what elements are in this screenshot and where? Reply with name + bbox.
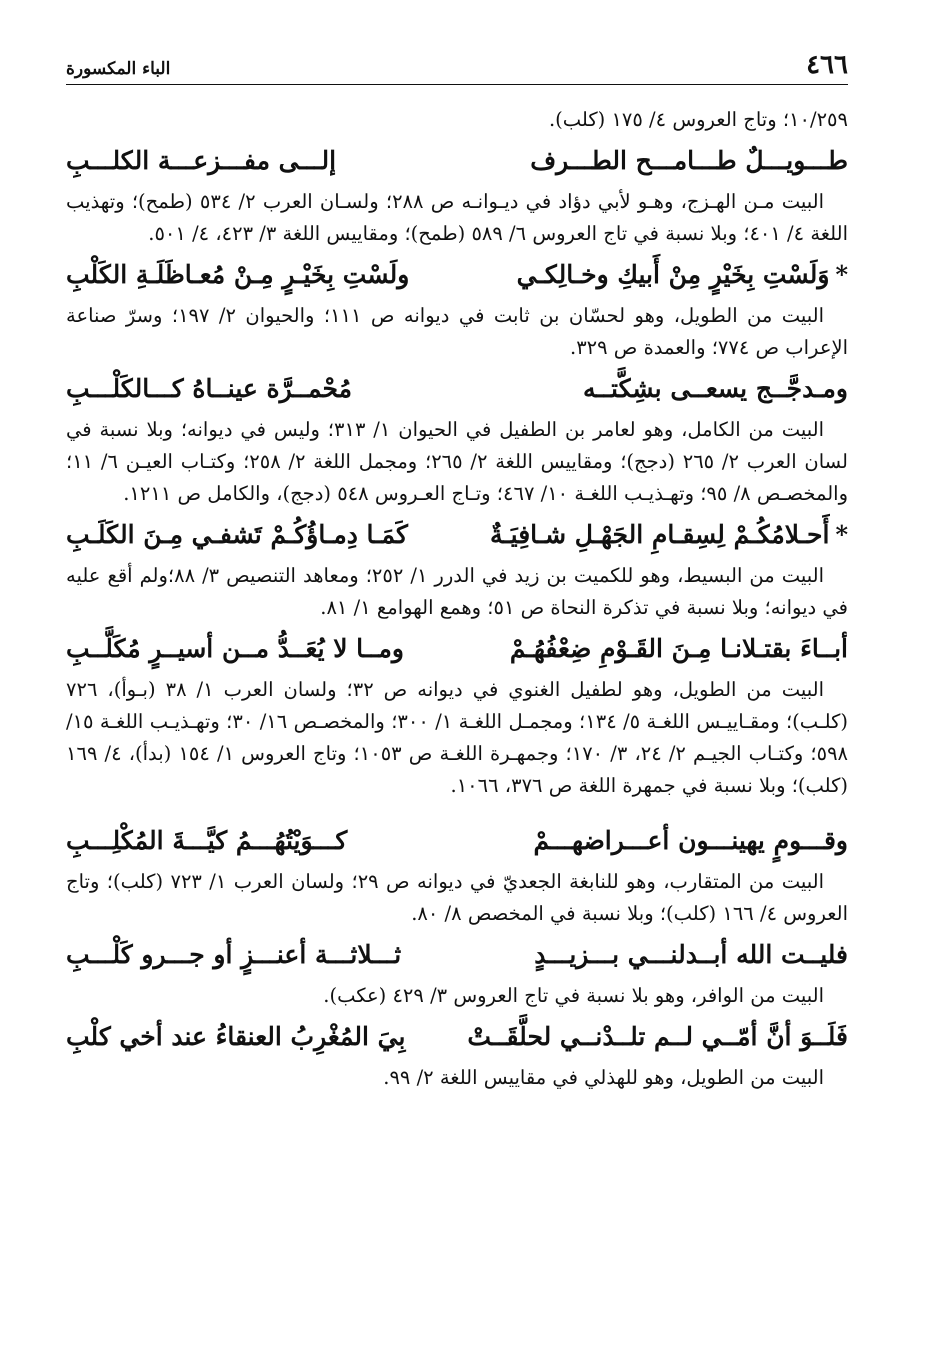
verse-first-text: أبــاءَ بقتـلانـا مِـنَ القَـوْمِ ضِعْفُهُـمْ (509, 634, 848, 663)
commentary-line: ٣/ ٤٢٣، ٤/ ٥٠١. (148, 222, 277, 245)
verse-first-text: فليــت الله أبــدلنـــي بـــزيـــدٍ (534, 940, 848, 969)
commentary-line: البيت من الطويل، وهو لطفيل الغنوي في ديوانه ص ٣٢؛ ولسان العرب ١/ ٣٨ (165, 678, 825, 701)
commentary-line: (كلب)؛ وتاج العروس ٤/ ١٦٦ (كلب)؛ وبلا نسبة في المخصص ٨/ ٨٠. (66, 870, 848, 925)
commentary-line: البيت من الوافر، وهو بلا نسبة في تاج العروس ٣/ ٤٢٩ (عكب). (323, 984, 824, 1007)
verse-second-hemistich: كـــوَيْتُهُـــمُ كيَّـــةَ المُكْلِـــبِ (66, 826, 348, 855)
commentary-line: البيت من المتقارب، وهو للنابغة الجعديّ في ديوانه ص ٢٩؛ ولسان العرب ١/ ٧٢٣ (170, 870, 824, 893)
verse-commentary (66, 866, 848, 930)
verse-first-hemistich (534, 930, 848, 980)
asterisk-icon: * (835, 260, 848, 289)
commentary-line: (بـوأ)، ٧٢٦ (كلـب)؛ ومقـاييـس اللغـة ٥/ ١٣٤؛ ومجمـل اللغـة ١/ ٣٠٠؛ والمخصـص (66, 678, 848, 733)
commentary-line: ص ١٠٥٣؛ وتاج العروس ١/ ١٥٤ (بدأ)، ٤/ ١٦٩ (كلب)؛ وبلا نسبة في جمهرة اللغة (66, 742, 848, 797)
verse-commentary (66, 186, 848, 250)
commentary-line: وسرّ صناعة الإعراب ص ٧٧٤؛ والعمدة ص ٣٢٩. (66, 304, 848, 359)
verse-commentary (66, 300, 848, 364)
verse-second-hemistich: إلـــى مفـــزعـــة الكلـــبِ (66, 146, 337, 175)
verse-second-hemistich: بِيَ المُغْرِبُ العنقاءُ عند أخي كلْبِ (66, 1022, 406, 1051)
page-number: ٤٦٦ (806, 50, 848, 80)
verse-commentary (66, 980, 848, 1012)
commentary-line: (طمح)؛ وتهذيب اللغة ٤/ ٤٠١؛ وبلا نسبة في تاج العروس ٦/ ٥٨٩ (طمح)؛ ومقاييس اللغة (66, 190, 848, 245)
verse-second-hemistich: ولَسْتِ بِخَيْـرٍ مِـنْ مُعـاظَلَـةِ الكَلْبِ (66, 260, 410, 289)
spacer (66, 802, 848, 816)
verse-line (66, 364, 848, 414)
verse-first-text: فَلَــوَ أنَّ أمّــي لــم تلــدْنــي لحلَّقَــتْ (467, 1022, 848, 1051)
commentary-line: البيت مـن الهـزج، وهـو لأبي دؤاد في ديـوانـه ص ٢٨٨؛ ولسـان العرب ٢/ ٥٣٤ (199, 190, 825, 213)
commentary-line: ٣/ ٨٨؛ولم أقع عليه في ديوانه؛ وبلا نسبة في تذكرة النحاة ص ٥١؛ وهمع الهوامع ١/ ٨١. (66, 564, 848, 619)
commentary-line: البيت من الطويل، وهو لحسّان بن ثابت في ديوانه ص ١١١؛ والحيوان ٢/ ١٩٧؛ (171, 304, 825, 327)
verse-first-hemistich (530, 136, 848, 186)
verse-line (66, 250, 848, 300)
running-title: الباء المكسورة (66, 59, 171, 79)
verse-commentary (66, 674, 848, 802)
verse-line (66, 136, 848, 186)
commentary-line: نسبة في لسان العرب ٢/ ٢٦٥ (دجج)؛ ومقاييس اللغة ٢/ ٢٦٥؛ ومجمل اللغة ٢/ ٢٥٨؛ (66, 418, 848, 473)
verse-commentary (66, 560, 848, 624)
commentary-line: ١٦/ ٣٠؛ وتهـذيـب اللغـة ١٥/ ٥٩٨؛ وكتـاب الجيـم ٢/ ٢٤، ٣/ ١٧٠؛ وجمهـرة اللغـة (66, 710, 849, 765)
commentary-line: ٥٤٨ (دجج)، والكامل ص ١٢١١. (123, 482, 369, 505)
verse-commentary (66, 1062, 848, 1094)
asterisk-icon: * (835, 520, 848, 549)
verse-commentary (66, 414, 848, 510)
verse-second-hemistich: كَمَـا دِمـاؤُكُـمْ تَشفـي مِـنَ الكَلَـبِ (66, 520, 408, 549)
verse-first-text: وَلَسْتِ بِخَيْرٍ مِنْ أَبيكِ وخـالِكـي (516, 260, 830, 289)
verse-first-hemistich (583, 364, 848, 414)
verse-line (66, 930, 848, 980)
verse-first-hemistich (517, 250, 848, 300)
verse-first-hemistich (490, 510, 848, 560)
verse-second-hemistich: ثـــلاثـــة أعنـــزٍ أو جـــرو كَلْـــبِ (66, 940, 402, 969)
verse-line (66, 816, 848, 866)
verse-first-text: طـــويـــلٌ طـــامـــح الطـــرف (530, 146, 848, 175)
commentary-line: البيت من الكامل، وهو لعامر بن الطفيل في الحيوان ١/ ٣١٣؛ وليس في ديوانه؛ وبلا (146, 418, 824, 441)
verse-first-text: أَحـلامُكُـمْ لِسِقـامِ الجَهْـلِ شـافِيَـةٌ (489, 520, 830, 549)
commentary-line: البيت من البسيط، وهو للكميت بن زيد في الدرر ١/ ٢٥٢؛ ومعاهد التنصيص (226, 564, 825, 587)
verse-second-hemistich: ومــا لا يُعَــدُّ مــن أسيــرٍ مُكَلَّــبِ (66, 634, 404, 663)
commentary-line: البيت من الطويل، وهو للهذلي في مقاييس اللغة ٢/ ٩٩. (383, 1066, 824, 1089)
verse-first-hemistich (510, 624, 848, 674)
verse-line (66, 1012, 848, 1062)
verse-line (66, 624, 848, 674)
commentary-line: ١٠/٢٥٩؛ وتاج العروس ٤/ ١٧٥ (كلب). (548, 108, 848, 131)
commentary-line: وكتـاب العيـن ٦/ ١١؛ والمخصـص ٨/ ٩٥؛ وتهـذيـب اللغـة ١٠/ ٤٦٧؛ وتـاج العـروس (66, 450, 848, 505)
commentary-line: ص ٣٧٦، ١٠٦٦. (450, 774, 573, 797)
verse-first-hemistich (467, 1012, 848, 1062)
page-body (66, 104, 848, 1094)
verse-first-text: وقـــومٍ يهينـــون أعـــراضهـــمْ (533, 826, 848, 855)
verse-second-hemistich: مُحْمــرَّة عينــاهُ كـــالكَلْـــبِ (66, 374, 353, 403)
running-header (66, 50, 848, 85)
verse-first-hemistich (533, 816, 848, 866)
continued-citation (66, 104, 848, 136)
verse-first-text: ومـدجَّــج يسعــى بشِكَّتــه (582, 374, 848, 403)
verse-line (66, 510, 848, 560)
